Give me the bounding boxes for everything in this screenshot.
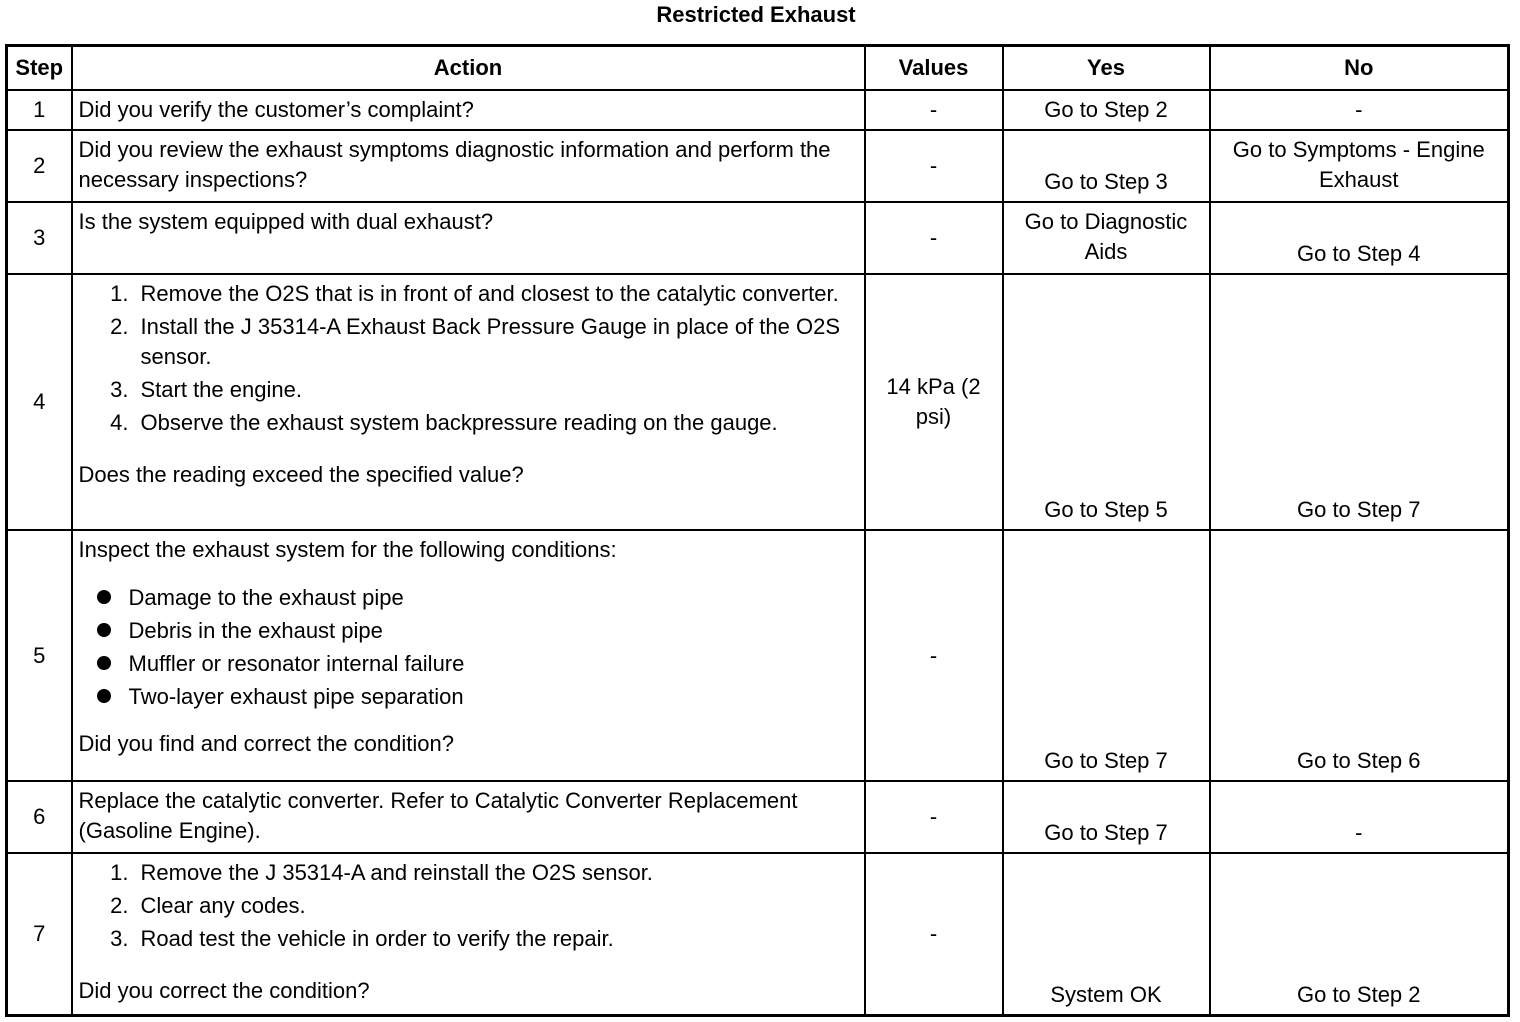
list-item: 2. Clear any codes. [110, 893, 306, 918]
action-text: Did you verify the customer’s complaint? [72, 90, 865, 130]
table-row [7, 853, 1509, 1015]
table-row [7, 130, 1509, 202]
values-cell: - [865, 530, 1003, 781]
list-item: Damage to the exhaust pipe [97, 581, 858, 614]
yes-link[interactable]: Go to Step 3 [1003, 130, 1210, 202]
question-text: Did you find and correct the condition? [78, 731, 454, 756]
action-cell [72, 274, 865, 530]
list-item: 4. Observe the exhaust system backpressure reading on the gauge. [110, 410, 778, 435]
values-cell: 14 kPa (2 psi) [865, 274, 1003, 530]
values-cell: - [865, 90, 1003, 130]
no-link[interactable]: Go to Step 2 [1210, 853, 1509, 1015]
list-item: Muffler or resonator internal failure [97, 647, 858, 680]
step-number: 6 [7, 781, 72, 853]
document-title: Restricted Exhaust [656, 2, 856, 27]
list-item: 3. Road test the vehicle in order to verify the repair. [110, 926, 614, 951]
table-row [7, 530, 1509, 781]
list-item: 3. Start the engine. [110, 377, 302, 402]
no-link[interactable]: Go to Step 7 [1210, 274, 1509, 530]
yes-link[interactable]: Go to Step 5 [1003, 274, 1210, 530]
bullet-list [79, 581, 858, 713]
yes-link[interactable]: Go to Step 2 [1003, 90, 1210, 130]
step-number: 4 [7, 274, 72, 530]
step-number: 5 [7, 530, 72, 781]
numbered-steps [79, 858, 858, 954]
action-text: Replace the catalytic converter. Refer to Catalytic Converter Replacement (Gasoline Engine). [72, 781, 865, 853]
table-row [7, 202, 1509, 274]
yes-link[interactable]: Go to Step 7 [1003, 530, 1210, 781]
list-item: 2. Install the J 35314-A Exhaust Back Pressure Gauge in place of the O2S sensor. [110, 314, 841, 369]
list-item: Debris in the exhaust pipe [97, 614, 858, 647]
table-row [7, 90, 1509, 130]
step-number: 7 [7, 853, 72, 1015]
action-text: Did you review the exhaust symptoms diagnostic information and perform the necessary inspections? [72, 130, 865, 202]
yes-link[interactable]: Go to Diagnostic Aids [1003, 202, 1210, 274]
step-number: 3 [7, 202, 72, 274]
header-action: Action [72, 46, 865, 91]
no-link[interactable]: Go to Symptoms - Engine Exhaust [1210, 130, 1509, 202]
no-link[interactable]: Go to Step 6 [1210, 530, 1509, 781]
header-step: Step [7, 46, 72, 91]
values-cell: - [865, 781, 1003, 853]
no-cell: - [1210, 90, 1509, 130]
header-no: No [1210, 46, 1509, 91]
no-cell: - [1210, 781, 1509, 853]
no-link[interactable]: Go to Step 4 [1210, 202, 1509, 274]
header-yes: Yes [1003, 46, 1210, 91]
question-text: Did you correct the condition? [78, 978, 370, 1003]
header-values: Values [865, 46, 1003, 91]
action-cell [72, 853, 865, 1015]
action-text: Is the system equipped with dual exhaust? [72, 202, 865, 274]
bullet-icon [97, 689, 111, 703]
bullet-icon [97, 656, 111, 670]
values-cell: - [865, 130, 1003, 202]
intro-text: Inspect the exhaust system for the following conditions: [78, 537, 617, 562]
yes-link[interactable]: Go to Step 7 [1003, 781, 1210, 853]
numbered-steps [79, 279, 858, 438]
header-row [7, 46, 1509, 91]
diagnostic-table [5, 44, 1510, 1017]
list-item: Two-layer exhaust pipe separation [97, 680, 858, 713]
values-cell: - [865, 853, 1003, 1015]
action-cell [72, 530, 865, 781]
values-cell: - [865, 202, 1003, 274]
yes-link[interactable]: System OK [1003, 853, 1210, 1015]
list-item: 1. Remove the O2S that is in front of and closest to the catalytic converter. [110, 281, 839, 306]
table-row [7, 781, 1509, 853]
bullet-icon [97, 623, 111, 637]
question-text: Does the reading exceed the specified value? [78, 462, 524, 487]
table-row [7, 274, 1509, 530]
step-number: 1 [7, 90, 72, 130]
bullet-icon [97, 590, 111, 604]
list-item: 1. Remove the J 35314-A and reinstall the O2S sensor. [110, 860, 653, 885]
step-number: 2 [7, 130, 72, 202]
